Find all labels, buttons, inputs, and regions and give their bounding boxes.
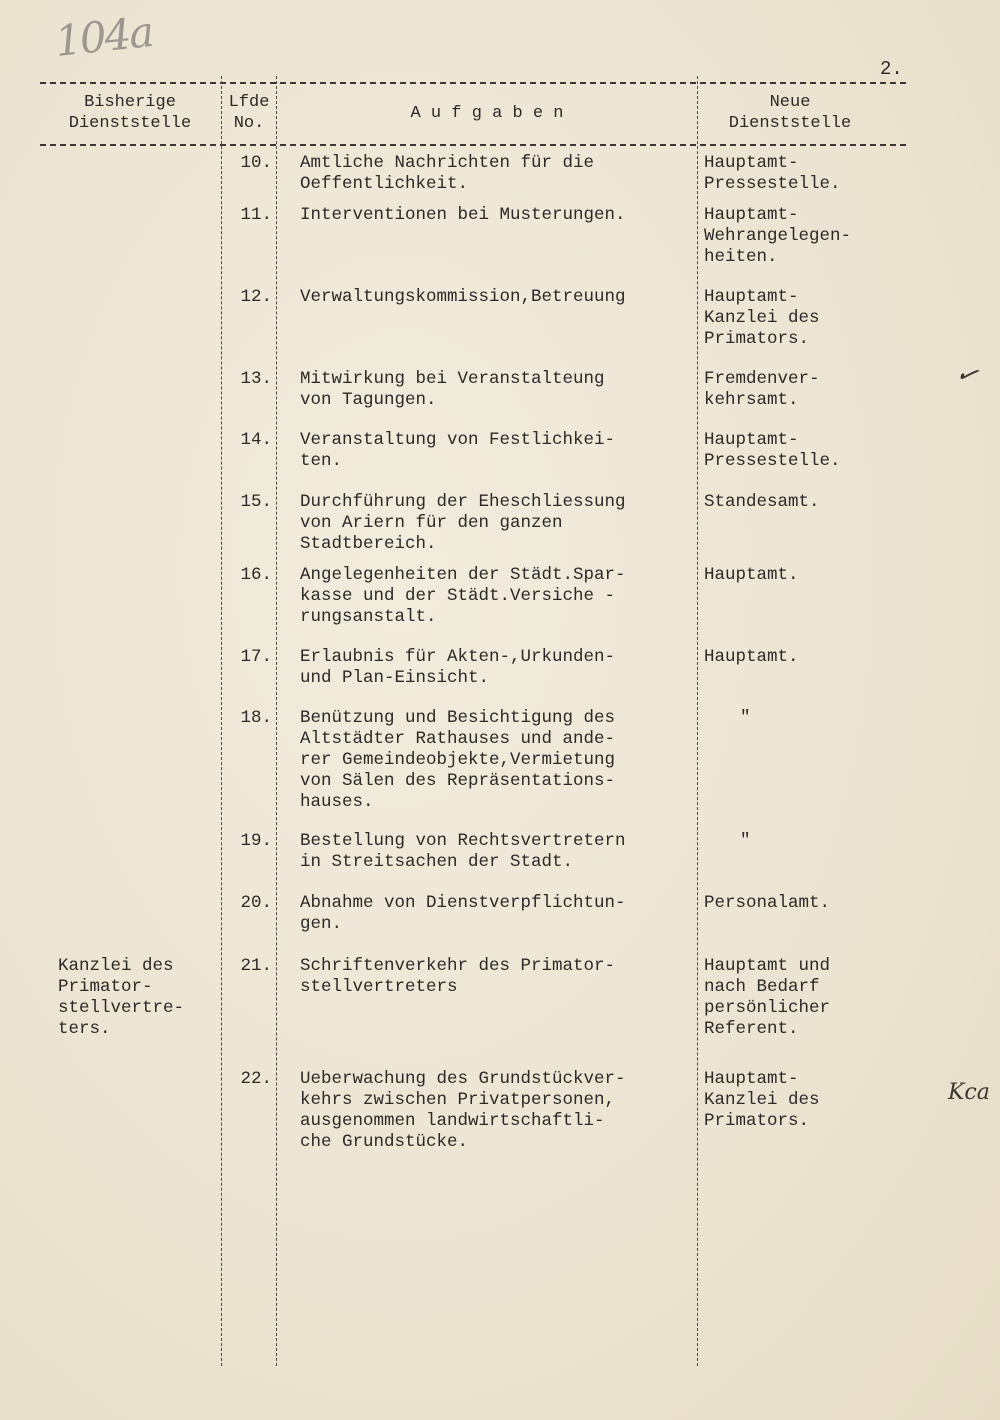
row-new-office: " <box>740 831 751 851</box>
row-number: 22. <box>240 1069 272 1089</box>
row-task: Mitwirkung bei Veranstalteung von Tagungen. <box>300 369 605 410</box>
row-task: Ueberwachung des Grundstückver- kehrs zwischen Privatpersonen, ausgenommen landwirtschaftli- che Grundstücke. <box>300 1069 626 1152</box>
row-new-office: Personalamt. <box>704 893 831 913</box>
row-task: Verwaltungskommission,Betreuung <box>300 287 626 307</box>
row-task: Amtliche Nachrichten für die Oeffentlichkeit. <box>300 153 595 194</box>
row-number: 19. <box>240 831 272 851</box>
row-new-office: Hauptamt- Wehrangelegen- heiten. <box>704 205 852 267</box>
row-number: 11. <box>240 205 272 225</box>
row-number: 18. <box>240 708 272 728</box>
row-previous-office: Kanzlei des Primator- stellvertre- ters. <box>58 956 185 1039</box>
margin-initials: Kca <box>948 1080 990 1105</box>
row-number: 14. <box>240 430 272 450</box>
row-new-office: Standesamt. <box>704 492 820 512</box>
row-task: Schriftenverkehr des Primator- stellvertreters <box>300 956 616 997</box>
row-task: Benützung und Besichtigung des Altstädter Rathauses und ande- rer Gemeindeobjekte,Vermietung von Sälen des Repräsentations- hauses. <box>300 708 616 812</box>
header-new-office: Neue Dienststelle <box>728 93 852 133</box>
row-number: 13. <box>240 369 272 389</box>
row-number: 17. <box>240 647 272 667</box>
row-new-office: Hauptamt- Kanzlei des Primators. <box>704 287 820 349</box>
row-number: 10. <box>240 153 272 173</box>
margin-check-icon: ✓ <box>951 357 983 393</box>
handwritten-page-annotation: 104a <box>52 7 155 66</box>
row-task: Angelegenheiten der Städt.Spar- kasse und der Städt.Versiche - rungsanstalt. <box>300 565 626 627</box>
row-task: Erlaubnis für Akten-,Urkunden- und Plan-Einsicht. <box>300 647 616 688</box>
header-number: Lfde No. <box>228 93 270 133</box>
row-task: Veranstaltung von Festlichkei- ten. <box>300 430 616 471</box>
header-previous-office: Bisherige Dienststelle <box>68 93 192 133</box>
row-new-office: Hauptamt. <box>704 647 799 667</box>
header-top-rule <box>40 82 906 84</box>
row-new-office: Hauptamt- Pressestelle. <box>704 153 841 194</box>
row-number: 20. <box>240 893 272 913</box>
row-new-office: Hauptamt. <box>704 565 799 585</box>
row-task: Durchführung der Eheschliessung von Ariern für den ganzen Stadtbereich. <box>300 492 626 554</box>
row-number: 12. <box>240 287 272 307</box>
row-task: Abnahme von Dienstverpflichtun- gen. <box>300 893 626 934</box>
header-bottom-rule <box>40 144 906 146</box>
row-new-office: Hauptamt- Pressestelle. <box>704 430 841 471</box>
row-new-office: " <box>740 708 751 728</box>
row-number: 21. <box>240 956 272 976</box>
row-new-office: Hauptamt- Kanzlei des Primators. <box>704 1069 820 1131</box>
page-number: 2. <box>880 58 903 80</box>
row-task: Bestellung von Rechtsvertretern in Streitsachen der Stadt. <box>300 831 626 872</box>
row-new-office: Hauptamt und nach Bedarf persönlicher Referent. <box>704 956 831 1039</box>
row-task: Interventionen bei Musterungen. <box>300 205 626 225</box>
row-number: 15. <box>240 492 272 512</box>
row-new-office: Fremdenver- kehrsamt. <box>704 369 820 410</box>
header-tasks: A u f g a b e n <box>410 104 564 123</box>
column-divider-2 <box>276 76 277 1366</box>
row-number: 16. <box>240 565 272 585</box>
